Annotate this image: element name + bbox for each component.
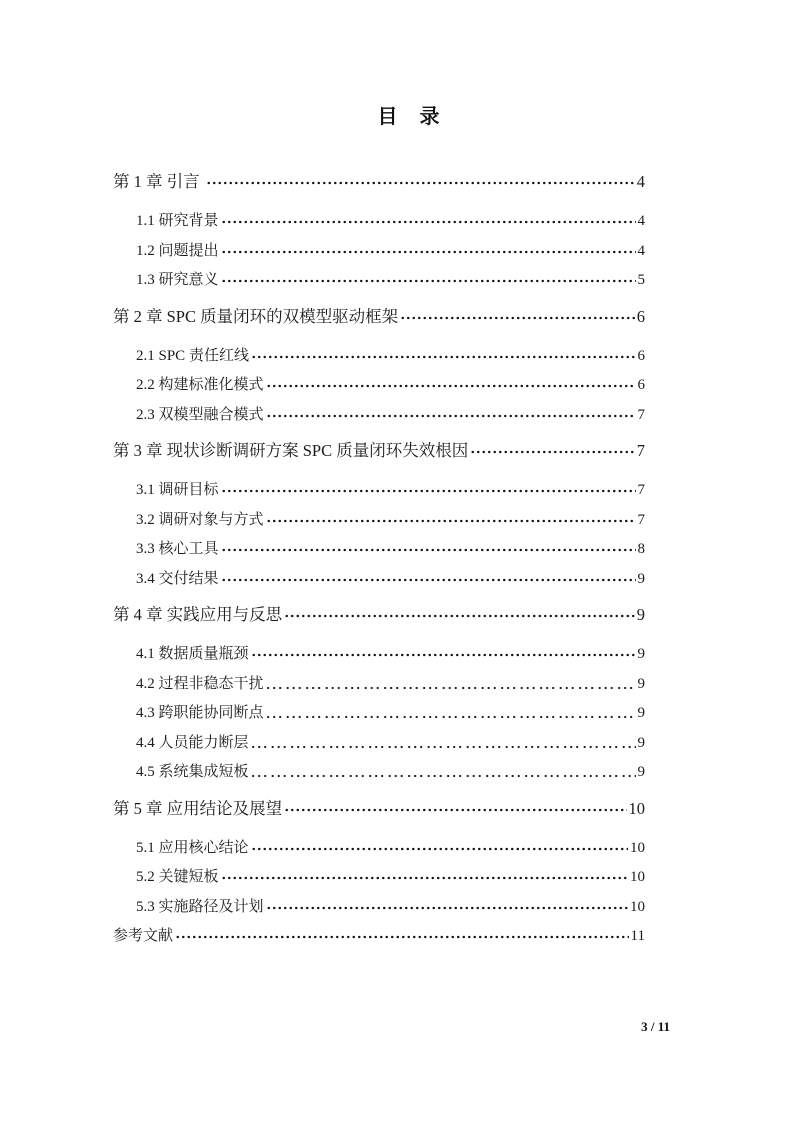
toc-entry-page-number: 4 xyxy=(637,242,645,259)
toc-entry-page-number: 7 xyxy=(637,511,645,528)
toc-entry[interactable] xyxy=(113,838,645,868)
toc-entry[interactable] xyxy=(113,270,645,300)
dot-leader xyxy=(251,762,636,782)
dot-leader xyxy=(284,798,626,820)
toc-entry[interactable] xyxy=(113,604,645,634)
toc-entry-label: 1.2 问题提出 xyxy=(136,242,219,259)
toc-entry-label: 3.3 核心工具 xyxy=(136,541,219,557)
toc-entry[interactable] xyxy=(113,644,645,674)
toc-entry[interactable] xyxy=(113,480,645,510)
toc-entry-page-number: 9 xyxy=(636,605,645,624)
toc-entry-page-number: 7 xyxy=(636,441,645,460)
dot-leader xyxy=(221,539,636,559)
dot-leader xyxy=(284,604,635,626)
dot-leader xyxy=(400,306,635,328)
toc-page-title: 目 录 xyxy=(377,106,441,128)
toc-entry-page-number: 6 xyxy=(637,377,645,393)
toc-entry[interactable] xyxy=(113,703,645,733)
toc-entry[interactable] xyxy=(113,897,645,927)
toc-entry-page-number: 10 xyxy=(630,839,645,856)
toc-entry[interactable] xyxy=(113,171,645,201)
toc-entry[interactable] xyxy=(113,762,645,792)
dot-leader xyxy=(221,480,636,500)
toc-entry-page-number: 5 xyxy=(637,272,645,288)
toc-entry[interactable] xyxy=(113,346,645,376)
toc-entry-label: 4.4 人员能力断层 xyxy=(136,734,249,751)
dot-leader xyxy=(221,241,636,261)
toc-entry-label: 5.2 关键短板 xyxy=(136,869,219,885)
dot-leader xyxy=(221,867,628,887)
dot-leader xyxy=(221,569,636,589)
toc-entry-label: 4.1 数据质量瓶颈 xyxy=(136,646,249,662)
toc-entry[interactable] xyxy=(113,510,645,540)
toc-list xyxy=(113,171,645,956)
toc-entry-page-number: 7 xyxy=(637,482,645,498)
dot-leader xyxy=(221,211,636,231)
toc-entry[interactable] xyxy=(113,733,645,763)
toc-entry-page-number: 4 xyxy=(636,172,645,191)
toc-entry[interactable] xyxy=(113,539,645,569)
toc-entry[interactable] xyxy=(113,440,645,470)
dot-leader xyxy=(266,674,636,694)
dot-leader xyxy=(175,926,629,946)
toc-entry-page-number: 6 xyxy=(636,306,645,326)
dot-leader xyxy=(251,733,636,753)
toc-entry-page-number: 9 xyxy=(637,646,645,662)
toc-entry-label: 4.2 过程非稳态干扰 xyxy=(136,675,264,692)
toc-entry-page-number: 10 xyxy=(630,869,645,885)
toc-entry-label: 1.3 研究意义 xyxy=(136,272,219,288)
toc-entry-label: 2.2 构建标准化模式 xyxy=(136,377,264,393)
dot-leader xyxy=(206,171,635,193)
toc-entry-page-number: 9 xyxy=(637,705,645,721)
toc-entry-page-number: 11 xyxy=(630,928,645,944)
toc-entry[interactable] xyxy=(113,926,645,956)
toc-entry-label: 4.5 系统集成短板 xyxy=(136,764,249,780)
toc-entry-page-number: 9 xyxy=(637,675,645,692)
toc-entry-label: 第 1 章 引言 xyxy=(113,172,204,191)
toc-entry[interactable] xyxy=(113,798,645,828)
toc-entry-page-number: 9 xyxy=(637,570,645,587)
toc-entry-page-number: 9 xyxy=(637,764,645,780)
toc-entry-label: 第 5 章 应用结论及展望 xyxy=(113,798,283,818)
toc-entry-label: 2.1 SPC 责任红线 xyxy=(136,347,249,364)
toc-entry-label: 5.3 实施路径及计划 xyxy=(136,898,264,915)
toc-entry-page-number: 9 xyxy=(637,734,645,751)
dot-leader xyxy=(266,510,636,530)
toc-entry[interactable] xyxy=(113,867,645,897)
dot-leader xyxy=(266,375,636,395)
dot-leader xyxy=(221,270,636,290)
toc-entry-page-number: 6 xyxy=(637,347,645,364)
toc-entry-label: 2.3 双模型融合模式 xyxy=(136,406,264,423)
toc-entry-page-number: 10 xyxy=(630,898,645,915)
toc-entry-page-number: 8 xyxy=(637,541,645,557)
toc-entry-page-number: 10 xyxy=(628,798,645,818)
dot-leader xyxy=(251,838,628,858)
dot-leader xyxy=(251,346,636,366)
toc-entry-label: 第 2 章 SPC 质量闭环的双模型驱动框架 xyxy=(113,306,399,326)
dot-leader xyxy=(266,703,636,723)
toc-entry[interactable] xyxy=(113,569,645,599)
toc-entry-page-number: 4 xyxy=(637,213,645,229)
toc-entry[interactable] xyxy=(113,211,645,241)
toc-entry-label: 参考文献 xyxy=(113,928,174,944)
dot-leader xyxy=(251,644,636,664)
dot-leader xyxy=(266,897,628,917)
toc-entry-page-number: 7 xyxy=(637,406,645,423)
toc-entry-label: 1.1 研究背景 xyxy=(136,213,219,229)
toc-entry-label: 4.3 跨职能协同断点 xyxy=(136,705,264,721)
dot-leader xyxy=(266,405,636,425)
toc-entry[interactable] xyxy=(113,674,645,704)
toc-entry[interactable] xyxy=(113,241,645,271)
page-number-indicator: 3 / 11 xyxy=(641,1019,670,1034)
toc-entry-label: 第 4 章 实践应用与反思 xyxy=(113,605,283,624)
toc-entry[interactable] xyxy=(113,405,645,435)
toc-entry-label: 3.2 调研对象与方式 xyxy=(136,511,264,528)
toc-entry-label: 5.1 应用核心结论 xyxy=(136,839,249,856)
dot-leader xyxy=(470,440,635,462)
toc-entry[interactable] xyxy=(113,375,645,405)
toc-entry-label: 第 3 章 现状诊断调研方案 SPC 质量闭环失效根因 xyxy=(113,441,469,460)
toc-entry-label: 3.1 调研目标 xyxy=(136,482,219,498)
toc-entry-label: 3.4 交付结果 xyxy=(136,570,219,587)
toc-entry[interactable] xyxy=(113,306,645,336)
